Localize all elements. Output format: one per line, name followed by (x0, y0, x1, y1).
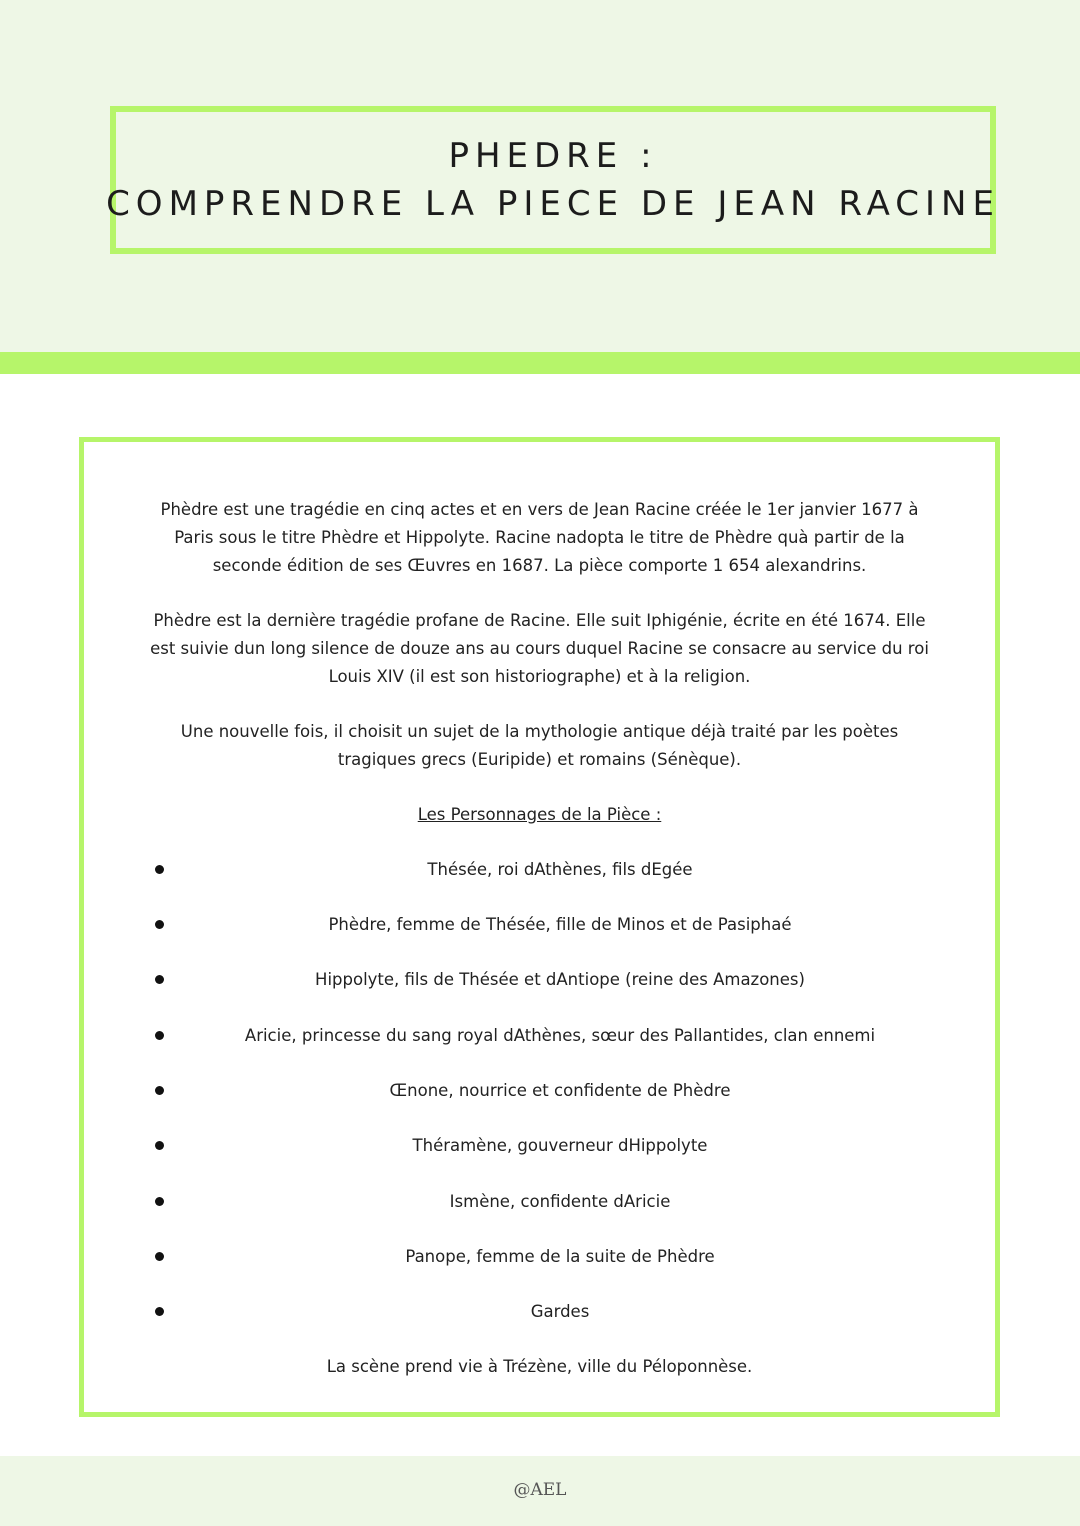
list-item (84, 1077, 995, 1105)
intro-paragraph-2: Phèdre est la dernière tragédie profane de Racine. Elle suit Iphigénie, écrite en été 1674. Elle est suivie dun long silence de douze ans au cours duquel Racine se consacre au service du roi Louis XIV (il est son historiographe) et à la religion. (150, 611, 929, 686)
bullet-icon (155, 920, 164, 929)
list-item (84, 1243, 995, 1271)
list-item (84, 1188, 995, 1216)
bullet-icon (155, 975, 164, 984)
bullet-icon (155, 1307, 164, 1316)
list-item (84, 911, 995, 939)
character-name: Hippolyte, fils de Thésée et dAntiope (reine des Amazones) (315, 970, 805, 989)
character-name: Panope, femme de la suite de Phèdre (405, 1247, 715, 1266)
list-item (84, 1132, 995, 1160)
character-name: Théramène, gouverneur dHippolyte (412, 1136, 708, 1155)
character-name: Aricie, princesse du sang royal dAthènes, sœur des Pallantides, clan ennemi (244, 1026, 876, 1045)
characters-heading: Les Personnages de la Pièce : (417, 805, 662, 824)
accent-divider-bar (0, 352, 1080, 374)
character-name: Œnone, nourrice et confidente de Phèdre (389, 1081, 731, 1100)
title-box (106, 106, 1000, 254)
intro-paragraph-3: Une nouvelle fois, il choisit un sujet de la mythologie antique déjà traité par les poètes tragiques grecs (Euripide) et romains (Sénèque). (180, 722, 899, 769)
author-handle: @AEL (513, 1480, 567, 1500)
character-name: Thésée, roi dAthènes, fils dEgée (427, 860, 693, 879)
page-title-line-1: PHEDRE : (448, 136, 658, 176)
bullet-icon (155, 1197, 164, 1206)
list-item (84, 1022, 995, 1050)
list-item (84, 966, 995, 994)
bullet-icon (155, 1031, 164, 1040)
setting-text: La scène prend vie à Trézène, ville du Péloponnèse. (326, 1357, 753, 1376)
list-item (84, 1298, 995, 1326)
list-item (84, 856, 995, 884)
character-name: Phèdre, femme de Thésée, fille de Minos et de Pasiphaé (328, 915, 792, 934)
intro-paragraph-1: Phèdre est une tragédie en cinq actes et en vers de Jean Racine créée le 1er janvier 1677 à Paris sous le titre Phèdre et Hippolyte. Racine nadopta le titre de Phèdre quà partir de la seconde édition de ses Œuvres en 1687. La pièce comporte 1 654 alexandrins. (160, 500, 919, 575)
bullet-icon (155, 1141, 164, 1150)
bullet-icon (155, 865, 164, 874)
character-name: Gardes (530, 1302, 590, 1321)
bullet-icon (155, 1252, 164, 1261)
bullet-icon (155, 1086, 164, 1095)
content-box (79, 437, 1000, 1417)
character-name: Ismène, confidente dAricie (449, 1192, 671, 1211)
page-title-line-2: COMPRENDRE LA PIECE DE JEAN RACINE (106, 184, 1000, 224)
